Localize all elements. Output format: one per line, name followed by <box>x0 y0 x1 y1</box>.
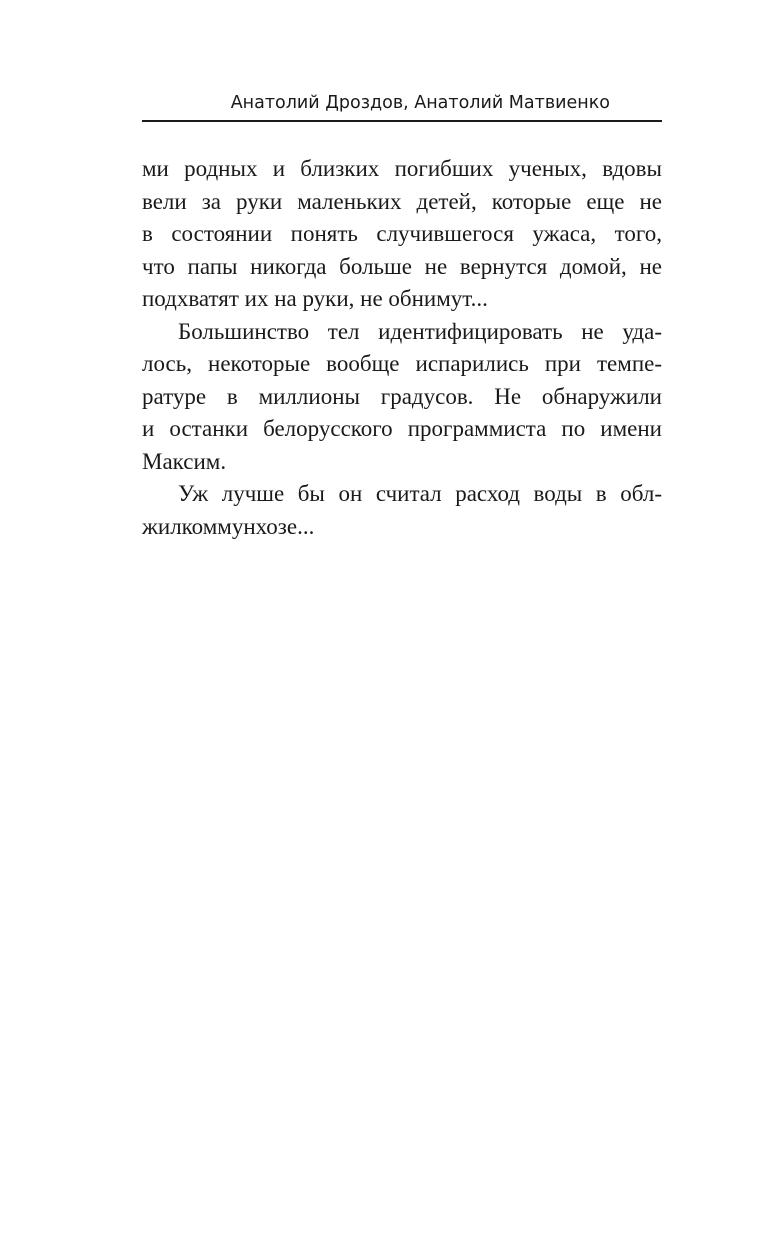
paragraph <box>142 153 662 316</box>
body-text <box>142 153 662 543</box>
running-header <box>142 84 662 122</box>
text-line: Уж лучше бы он считал расход воды в обл- <box>178 481 662 506</box>
text-line: лось, некоторые вообще испарились при темпе- <box>142 351 662 376</box>
text-line: ми родных и близких погибших ученых, вдовы <box>142 156 662 181</box>
text-line: Большинство тел идентифицировать не уда- <box>178 318 662 344</box>
text-line: и останки белорусского программиста по имени <box>142 416 662 441</box>
paragraph <box>142 316 662 479</box>
text-line: что папы никогда больше не вернутся домой, не <box>142 253 662 279</box>
text-line: вели за руки маленьких детей, которые еще не <box>142 188 662 214</box>
text-line: в состоянии понять случившегося ужаса, того, <box>142 221 662 246</box>
text-line: Максим. <box>142 448 227 474</box>
text-line: ратуре в миллионы градусов. Не обнаружили <box>142 383 662 409</box>
text-line: жилкоммунхозе... <box>142 513 315 539</box>
running-title: Анатолий Дроздов, Анатолий Матвиенко <box>230 93 610 113</box>
paragraph <box>142 478 662 543</box>
text-line: подхватят их на руки, не обнимут... <box>142 286 488 311</box>
